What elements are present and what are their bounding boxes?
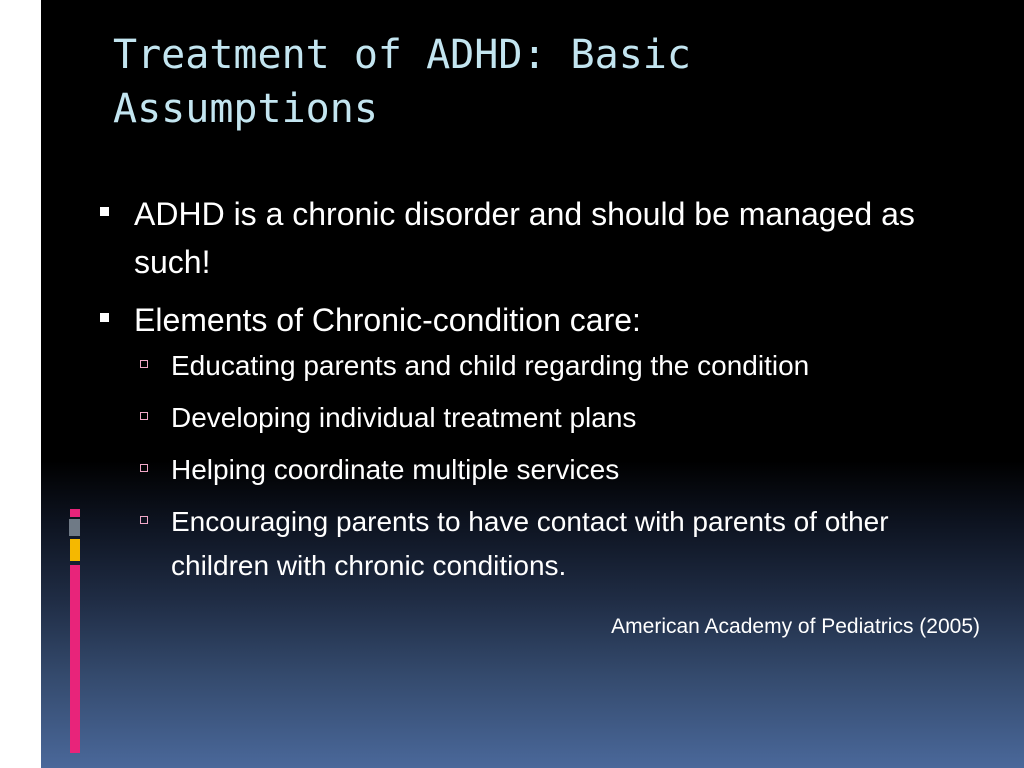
bullet-item-chronic-disorder	[96, 190, 986, 286]
bullet-text: Elements of Chronic-condition care:	[134, 302, 641, 338]
sub-bullet-text: Encouraging parents to have contact with parents of other children with chronic conditions.	[171, 506, 889, 581]
square-bullet-icon	[100, 207, 109, 216]
slide-content	[96, 190, 986, 598]
hollow-square-bullet-icon	[140, 412, 148, 420]
sub-bullet-list	[134, 344, 986, 588]
sub-bullet-text: Educating parents and child regarding the condition	[171, 350, 810, 381]
hollow-square-bullet-icon	[140, 360, 148, 368]
accent-bar-pink-tall	[70, 565, 80, 753]
citation: American Academy of Pediatrics (2005)	[611, 615, 980, 638]
left-margin-strip	[0, 0, 41, 768]
slide-title: Treatment of ADHD: Basic Assumptions	[113, 32, 691, 132]
sub-bullet-item-developing	[134, 396, 986, 440]
accent-bar-orange	[70, 539, 80, 561]
accent-bar-gray	[69, 519, 80, 536]
sub-bullet-text: Developing individual treatment plans	[171, 402, 637, 433]
hollow-square-bullet-icon	[140, 464, 148, 472]
bullet-item-chronic-care-elements	[96, 296, 986, 588]
accent-bars	[69, 0, 81, 768]
bullet-list	[96, 190, 986, 588]
sub-bullet-text: Helping coordinate multiple services	[171, 454, 620, 485]
hollow-square-bullet-icon	[140, 516, 148, 524]
accent-bar-pink-small	[70, 509, 80, 517]
bullet-text: ADHD is a chronic disorder and should be managed as such!	[134, 196, 915, 280]
sub-bullet-item-coordinating	[134, 448, 986, 492]
sub-bullet-item-encouraging	[134, 500, 986, 588]
square-bullet-icon	[100, 313, 109, 322]
sub-bullet-item-educating	[134, 344, 986, 388]
